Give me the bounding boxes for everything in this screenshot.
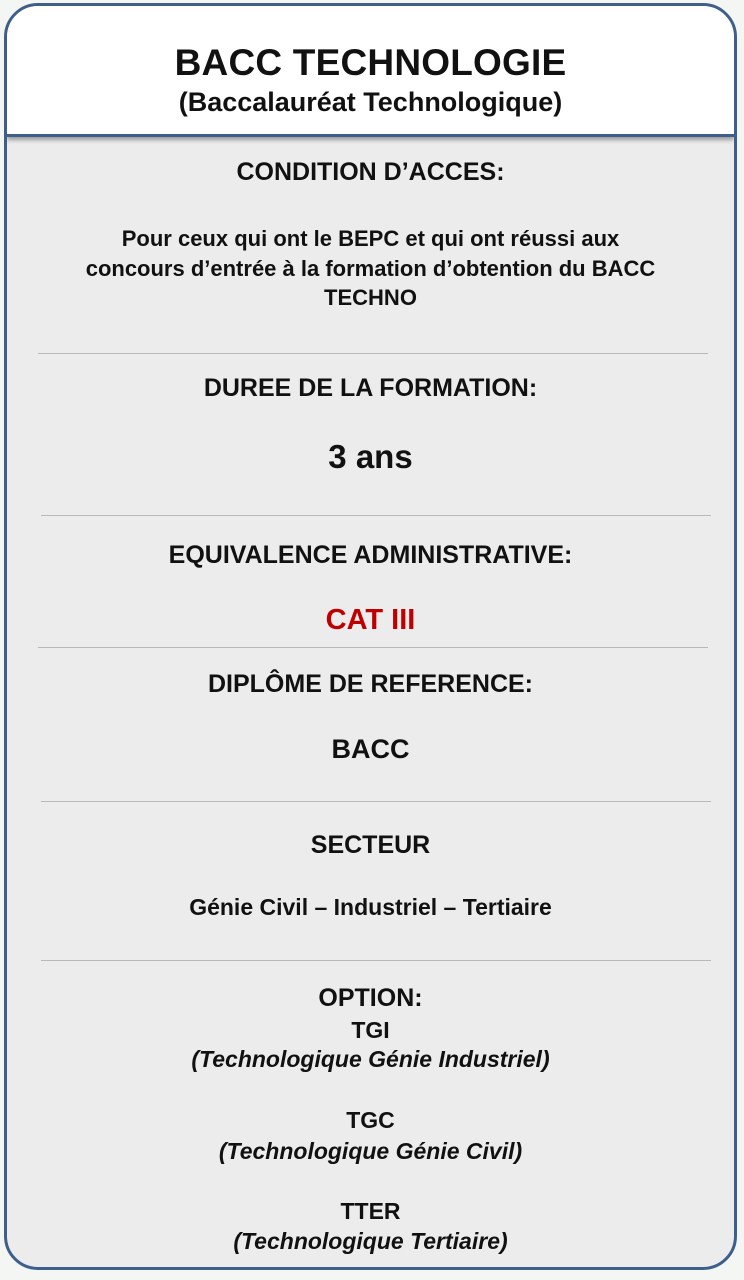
option-code: TGI [351, 1017, 390, 1043]
page-title: BACC TECHNOLOGIE [174, 42, 567, 83]
condition-heading: CONDITION D’ACCES: [236, 158, 505, 186]
option-code: TTER [340, 1198, 401, 1224]
equivalence-heading: EQUIVALENCE ADMINISTRATIVE: [168, 541, 573, 569]
option-label: (Technologique Tertiaire) [233, 1228, 508, 1254]
diplome-value: BACC [331, 734, 410, 764]
duree-value: 3 ans [328, 438, 413, 475]
condition-text-line-3: TECHNO [324, 285, 417, 310]
secteur-value: Génie Civil – Industriel – Tertiaire [189, 894, 552, 920]
equivalence-value: CAT III [325, 604, 416, 636]
divider [38, 353, 708, 354]
option-label: (Technologique Génie Civil) [218, 1138, 523, 1164]
card-header [7, 6, 734, 137]
condition-text-line-1: Pour ceux qui ont le BEPC et qui ont réussi aux [121, 226, 620, 251]
divider [41, 515, 711, 516]
divider [41, 960, 711, 961]
condition-text-line-2: concours d’entrée à la formation d’obtention du BACC [85, 256, 656, 281]
option-label: (Technologique Génie Industriel) [191, 1046, 550, 1072]
info-card [4, 3, 737, 1270]
option-heading: OPTION: [318, 984, 423, 1012]
divider [41, 801, 711, 802]
diplome-heading: DIPLÔME DE REFERENCE: [207, 670, 534, 698]
secteur-heading: SECTEUR [310, 831, 431, 859]
option-code: TGC [346, 1107, 395, 1133]
duree-heading: DUREE DE LA FORMATION: [203, 374, 538, 402]
page-subtitle: (Baccalauréat Technologique) [178, 87, 563, 117]
divider [38, 647, 708, 648]
